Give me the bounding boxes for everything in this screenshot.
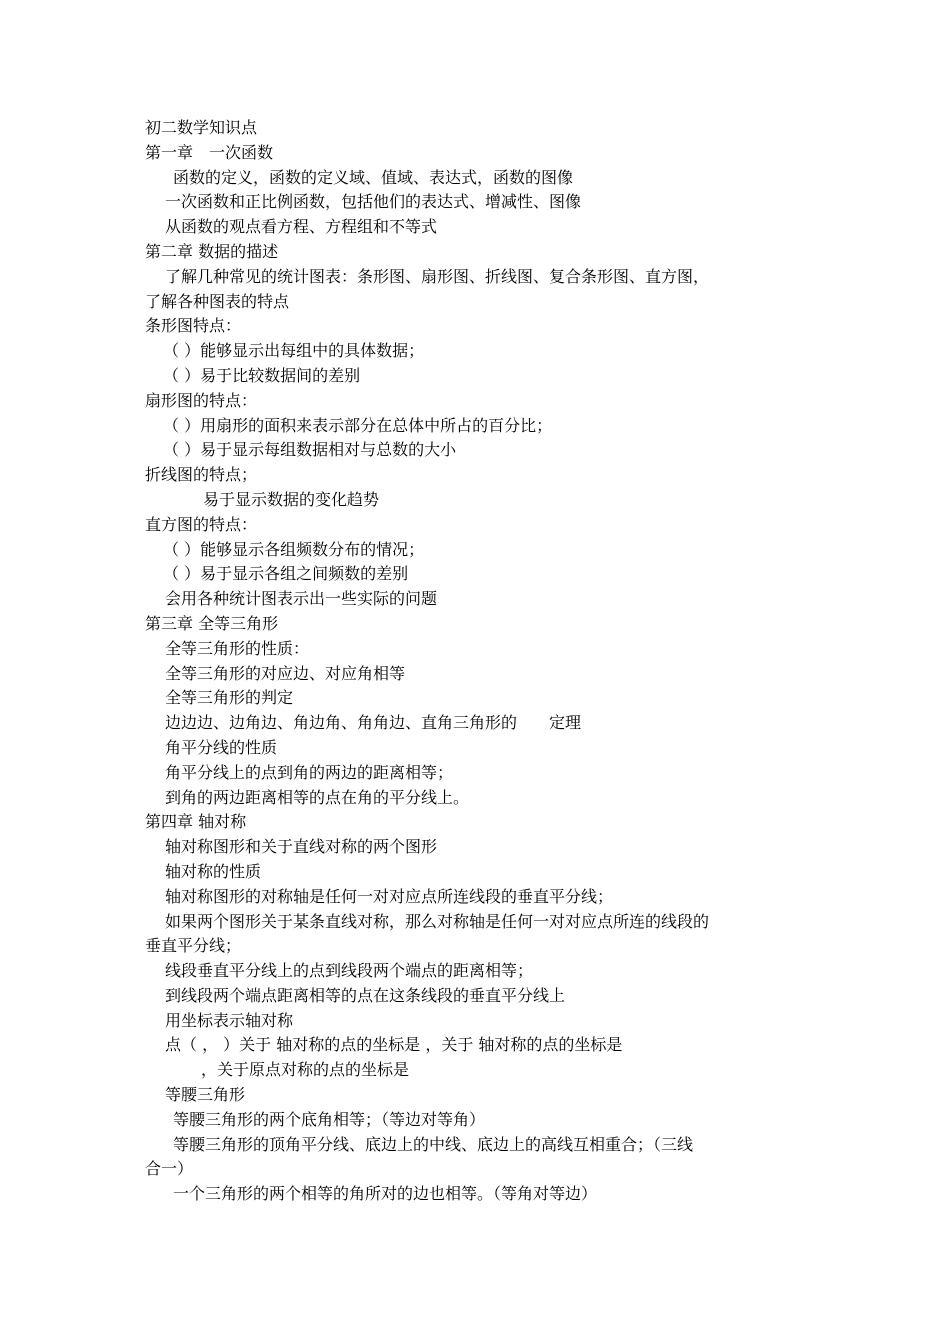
list-item: （ ）用扇形的面积来表示部分在总体中所占的百分比； <box>163 415 553 435</box>
document-title: 初二数学知识点 <box>145 118 258 137</box>
list-item: 易于显示数据的变化趋势 <box>203 489 380 509</box>
text-line: 边边边、边角边、角边角、角角边、直角三角形的 定理 <box>165 713 582 733</box>
text-line: 了解各种图表的特点 <box>145 291 290 311</box>
section-title: 扇形图的特点： <box>145 390 258 410</box>
text-line: 合一） <box>145 1159 194 1179</box>
chapter-4-heading: 第四章 轴对称 <box>145 812 247 832</box>
text-line: 线段垂直平分线上的点到线段两个端点的距离相等； <box>165 961 534 981</box>
text-line: 全等三角形的性质： <box>165 638 310 658</box>
chapter-2-heading: 第二章 数据的描述 <box>145 241 279 261</box>
text-line: 轴对称图形的对称轴是任何一对对应点所连线段的垂直平分线； <box>165 886 614 906</box>
text-line: 函数的定义，函数的定义域、值域、表达式，函数的图像 <box>173 167 574 187</box>
text-line: 轴对称图形和关于直线对称的两个图形 <box>165 837 438 857</box>
chapter-3-heading: 第三章 全等三角形 <box>145 613 279 633</box>
list-item: （ ）能够显示各组频数分布的情况； <box>163 539 425 559</box>
text-line: 等腰三角形的顶角平分线、底边上的中线、底边上的高线互相重合；（三线 <box>173 1134 694 1154</box>
text-line: 轴对称的性质 <box>165 861 262 881</box>
text-line: 全等三角形的判定 <box>165 688 294 708</box>
text-line: 会用各种统计图表示出一些实际的问题 <box>165 589 438 609</box>
section-title: 条形图特点： <box>145 316 242 336</box>
section-title: 折线图的特点； <box>145 465 258 485</box>
text-line: 等腰三角形的两个底角相等；（等边对等角） <box>173 1109 486 1129</box>
text-line: 等腰三角形 <box>165 1085 246 1105</box>
list-item: （ ）能够显示出每组中的具体数据； <box>163 341 425 361</box>
text-line: 一个三角形的两个相等的角所对的边也相等。（等角对等边） <box>173 1184 598 1204</box>
list-item: （ ）易于显示每组数据相对与总数的大小 <box>163 440 457 460</box>
document-body <box>145 116 815 1207</box>
text-line: 从函数的观点看方程、方程组和不等式 <box>165 217 438 237</box>
section-title: 直方图的特点： <box>145 514 258 534</box>
text-line: 全等三角形的对应边、对应角相等 <box>165 663 406 683</box>
list-item: （ ）易于显示各组之间频数的差别 <box>163 564 409 584</box>
text-line: ，关于原点对称的点的坐标是 <box>201 1060 410 1080</box>
text-line: 角平分线上的点到角的两边的距离相等； <box>165 762 454 782</box>
text-line: 如果两个图形关于某条直线对称，那么对称轴是任何一对对应点所连的线段的 <box>165 911 710 931</box>
text-line: 到角的两边距离相等的点在角的平分线上。 <box>165 787 470 807</box>
text-line: 到线段两个端点距离相等的点在这条线段的垂直平分线上 <box>165 985 566 1005</box>
text-line: 点（ ， ）关于 轴对称的点的坐标是 ，关于 轴对称的点的坐标是 <box>165 1035 623 1055</box>
text-line: 了解几种常见的统计图表：条形图、扇形图、折线图、复合条形图、直方图， <box>165 266 710 286</box>
chapter-1-heading: 第一章 一次函数 <box>145 142 274 162</box>
text-line: 角平分线的性质 <box>165 737 278 757</box>
text-line: 用坐标表示轴对称 <box>165 1010 294 1030</box>
list-item: （ ）易于比较数据间的差别 <box>163 365 361 385</box>
text-line: 一次函数和正比例函数，包括他们的表达式、增减性、图像 <box>165 192 582 212</box>
text-line: 垂直平分线； <box>145 936 242 956</box>
